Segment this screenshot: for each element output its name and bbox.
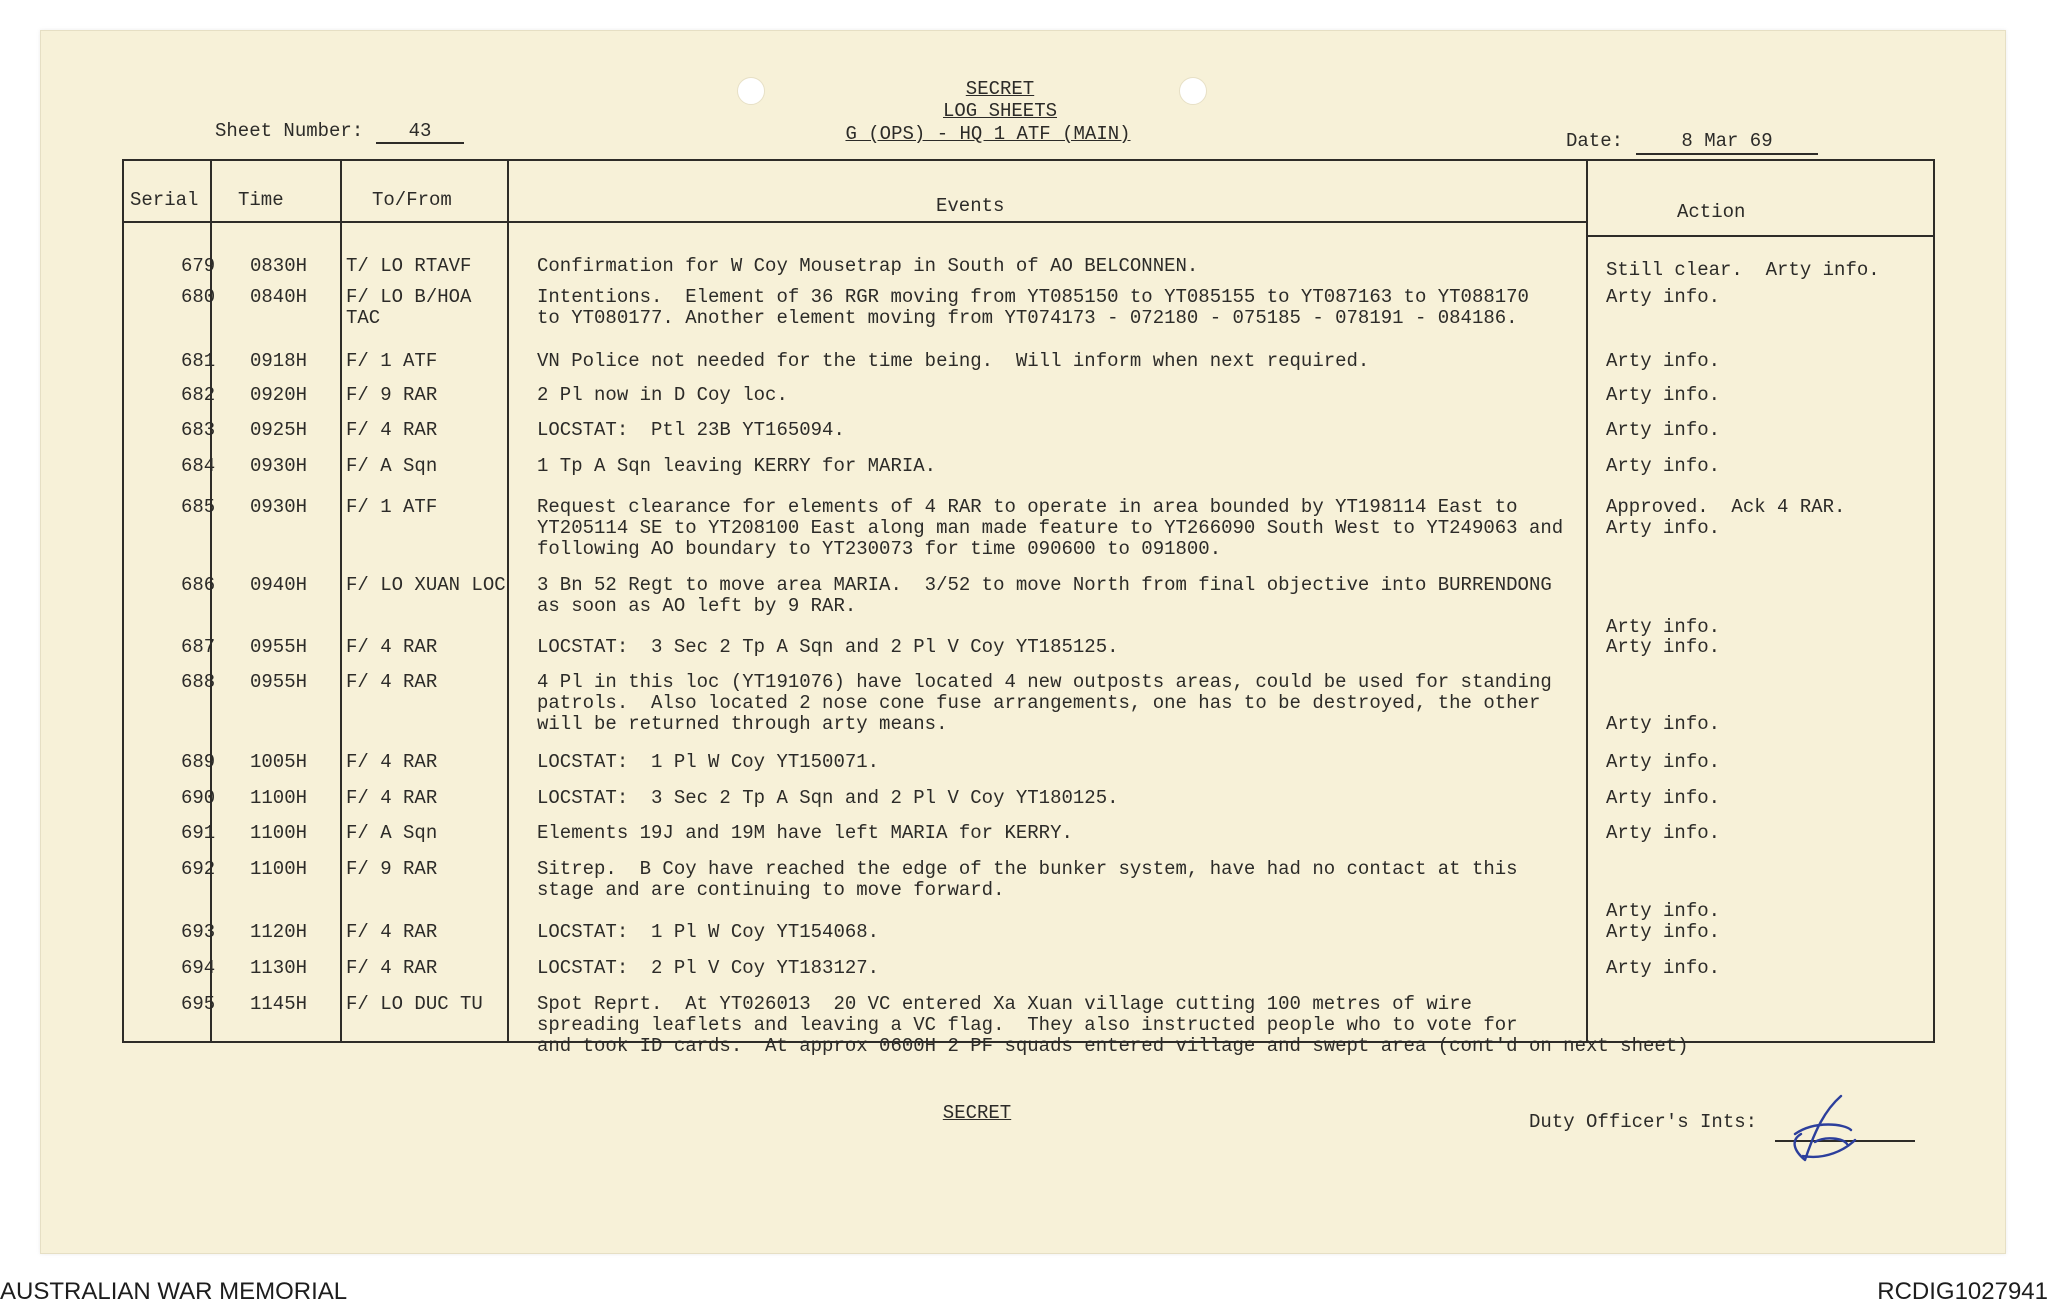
row-691-to-from: F/ A Sqn	[346, 822, 438, 844]
row-687-to-from: F/ 4 RAR	[346, 636, 438, 658]
punch-hole-right	[1179, 77, 1207, 105]
row-685-events: Request clearance for elements of 4 RAR to operate in area bounded by YT198114 East to YT205114 SE to YT208100 East along man made feature to YT266090 South West to YT249063 and following AO boundary to YT230073 for time 090600 to 091800.	[537, 496, 1564, 560]
duty-officer-signature	[1785, 1090, 1865, 1170]
row-686-to-from: F/ LO XUAN LOC	[346, 574, 506, 596]
row-684-serial: 684	[181, 455, 216, 477]
row-679-events: Confirmation for W Coy Mousetrap in South of AO BELCONNEN.	[537, 255, 1199, 277]
row-685-time: 0930H	[250, 496, 308, 518]
row-681-events: VN Police not needed for the time being. Will inform when next required.	[537, 350, 1370, 372]
row-682-events: 2 Pl now in D Coy loc.	[537, 384, 788, 406]
row-692-to-from: F/ 9 RAR	[346, 858, 438, 880]
row-681-time: 0918H	[250, 350, 308, 372]
row-680-time: 0840H	[250, 286, 308, 308]
row-685-to-from: F/ 1 ATF	[346, 496, 438, 518]
row-686-serial: 686	[181, 574, 216, 596]
archive-reference: RCDIG1027941	[1877, 1278, 2048, 1305]
row-693-serial: 693	[181, 921, 216, 943]
row-694-action: Arty info.	[1606, 957, 1721, 979]
row-690-time: 1100H	[250, 787, 308, 809]
row-691-serial: 691	[181, 822, 216, 844]
row-680-to-from: F/ LO B/HOA TAC	[346, 286, 472, 329]
row-693-action: Arty info.	[1606, 921, 1721, 943]
row-679-time: 0830H	[250, 255, 308, 277]
row-692-action: Arty info.	[1606, 900, 1721, 922]
row-683-serial: 683	[181, 419, 216, 441]
row-686-events: 3 Bn 52 Regt to move area MARIA. 3/52 to move North from final objective into BURRENDONG as soon as AO left by 9 RAR.	[537, 574, 1552, 617]
row-691-action: Arty info.	[1606, 822, 1721, 844]
row-684-action: Arty info.	[1606, 455, 1721, 477]
row-688-serial: 688	[181, 671, 216, 693]
row-692-serial: 692	[181, 858, 216, 880]
col-divider-events	[1586, 161, 1588, 1041]
row-682-to-from: F/ 9 RAR	[346, 384, 438, 406]
row-690-to-from: F/ 4 RAR	[346, 787, 438, 809]
row-693-to-from: F/ 4 RAR	[346, 921, 438, 943]
row-691-time: 1100H	[250, 822, 308, 844]
row-690-serial: 690	[181, 787, 216, 809]
classification-top: SECRET	[965, 78, 1035, 100]
row-687-events: LOCSTAT: 3 Sec 2 Tp A Sqn and 2 Pl V Coy YT185125.	[537, 636, 1119, 658]
row-688-time: 0955H	[250, 671, 308, 693]
header-serial: Serial	[130, 189, 199, 211]
sheet-number-value: 43	[408, 120, 432, 142]
row-684-to-from: F/ A Sqn	[346, 455, 438, 477]
unit-heading: G (OPS) - HQ 1 ATF (MAIN)	[845, 123, 1131, 145]
row-683-action: Arty info.	[1606, 419, 1721, 441]
row-679-serial: 679	[181, 255, 216, 277]
row-680-events: Intentions. Element of 36 RGR moving from YT085150 to YT085155 to YT087163 to YT088170 to YT080177. Another element moving from YT074173 - 072180 - 075185 - 078191 - 084186.	[537, 286, 1529, 329]
row-682-serial: 682	[181, 384, 216, 406]
col-divider-time	[340, 161, 342, 1041]
row-695-events: Spot Reprt. At YT026013 20 VC entered Xa Xuan village cutting 100 metres of wire spreading leaflets and leaving a VC flag. They also instructed people who to vote for and took ID cards. At approx 0600H 2 PF squads entered village and swept area (cont'd on next sheet)	[537, 993, 1689, 1057]
row-694-serial: 694	[181, 957, 216, 979]
row-689-to-from: F/ 4 RAR	[346, 751, 438, 773]
archive-caption: AUSTRALIAN WAR MEMORIAL	[0, 1278, 348, 1305]
row-695-time: 1145H	[250, 993, 308, 1015]
header-events: Events	[936, 195, 1005, 217]
row-687-serial: 687	[181, 636, 216, 658]
row-679-action: Still clear. Arty info.	[1606, 259, 1880, 281]
duty-officer-label: Duty Officer's Ints:	[1529, 1111, 1758, 1133]
row-693-time: 1120H	[250, 921, 308, 943]
row-679-to-from: T/ LO RTAVF	[346, 255, 472, 277]
row-688-events: 4 Pl in this loc (YT191076) have located 4 new outposts areas, could be used for standing patrols. Also located 2 nose cone fuse arrangements, one has to be destroyed, the other will be returned through arty means.	[537, 671, 1552, 735]
row-693-events: LOCSTAT: 1 Pl W Coy YT154068.	[537, 921, 880, 943]
punch-hole-left	[737, 77, 765, 105]
row-686-time: 0940H	[250, 574, 308, 596]
row-682-time: 0920H	[250, 384, 308, 406]
header-rule-action	[1586, 235, 1933, 237]
row-692-time: 1100H	[250, 858, 308, 880]
row-680-serial: 680	[181, 286, 216, 308]
header-to-from: To/From	[372, 189, 452, 211]
row-685-action: Approved. Ack 4 RAR. Arty info.	[1606, 496, 1846, 539]
row-688-to-from: F/ 4 RAR	[346, 671, 438, 693]
date-label: Date:	[1566, 130, 1624, 152]
row-684-time: 0930H	[250, 455, 308, 477]
row-689-serial: 689	[181, 751, 216, 773]
header-rule-left	[124, 221, 1586, 223]
row-681-to-from: F/ 1 ATF	[346, 350, 438, 372]
sheet-number-label: Sheet Number:	[215, 120, 364, 142]
row-683-events: LOCSTAT: Ptl 23B YT165094.	[537, 419, 845, 441]
header-action: Action	[1677, 201, 1746, 223]
row-680-action: Arty info.	[1606, 286, 1721, 308]
row-689-time: 1005H	[250, 751, 308, 773]
sheet-number-underline	[376, 142, 464, 144]
date-value: 8 Mar 69	[1681, 130, 1773, 152]
row-695-to-from: F/ LO DUC TU	[346, 993, 483, 1015]
row-690-action: Arty info.	[1606, 787, 1721, 809]
row-694-time: 1130H	[250, 957, 308, 979]
row-694-to-from: F/ 4 RAR	[346, 957, 438, 979]
row-682-action: Arty info.	[1606, 384, 1721, 406]
row-692-events: Sitrep. B Coy have reached the edge of the bunker system, have had no contact at this stage and are continuing to move forward.	[537, 858, 1518, 901]
row-687-action: Arty info.	[1606, 636, 1721, 658]
classification-bottom: SECRET	[942, 1102, 1012, 1124]
row-686-action: Arty info.	[1606, 616, 1721, 638]
row-681-action: Arty info.	[1606, 350, 1721, 372]
row-683-time: 0925H	[250, 419, 308, 441]
document-title: LOG SHEETS	[942, 100, 1058, 122]
header-time: Time	[238, 189, 284, 211]
row-694-events: LOCSTAT: 2 Pl V Coy YT183127.	[537, 957, 880, 979]
date-underline	[1636, 153, 1818, 155]
row-685-serial: 685	[181, 496, 216, 518]
row-687-time: 0955H	[250, 636, 308, 658]
row-689-events: LOCSTAT: 1 Pl W Coy YT150071.	[537, 751, 880, 773]
row-683-to-from: F/ 4 RAR	[346, 419, 438, 441]
row-695-serial: 695	[181, 993, 216, 1015]
row-690-events: LOCSTAT: 3 Sec 2 Tp A Sqn and 2 Pl V Coy YT180125.	[537, 787, 1119, 809]
row-691-events: Elements 19J and 19M have left MARIA for KERRY.	[537, 822, 1073, 844]
row-681-serial: 681	[181, 350, 216, 372]
row-689-action: Arty info.	[1606, 751, 1721, 773]
row-684-events: 1 Tp A Sqn leaving KERRY for MARIA.	[537, 455, 937, 477]
row-688-action: Arty info.	[1606, 713, 1721, 735]
col-divider-tofrom	[507, 161, 509, 1041]
